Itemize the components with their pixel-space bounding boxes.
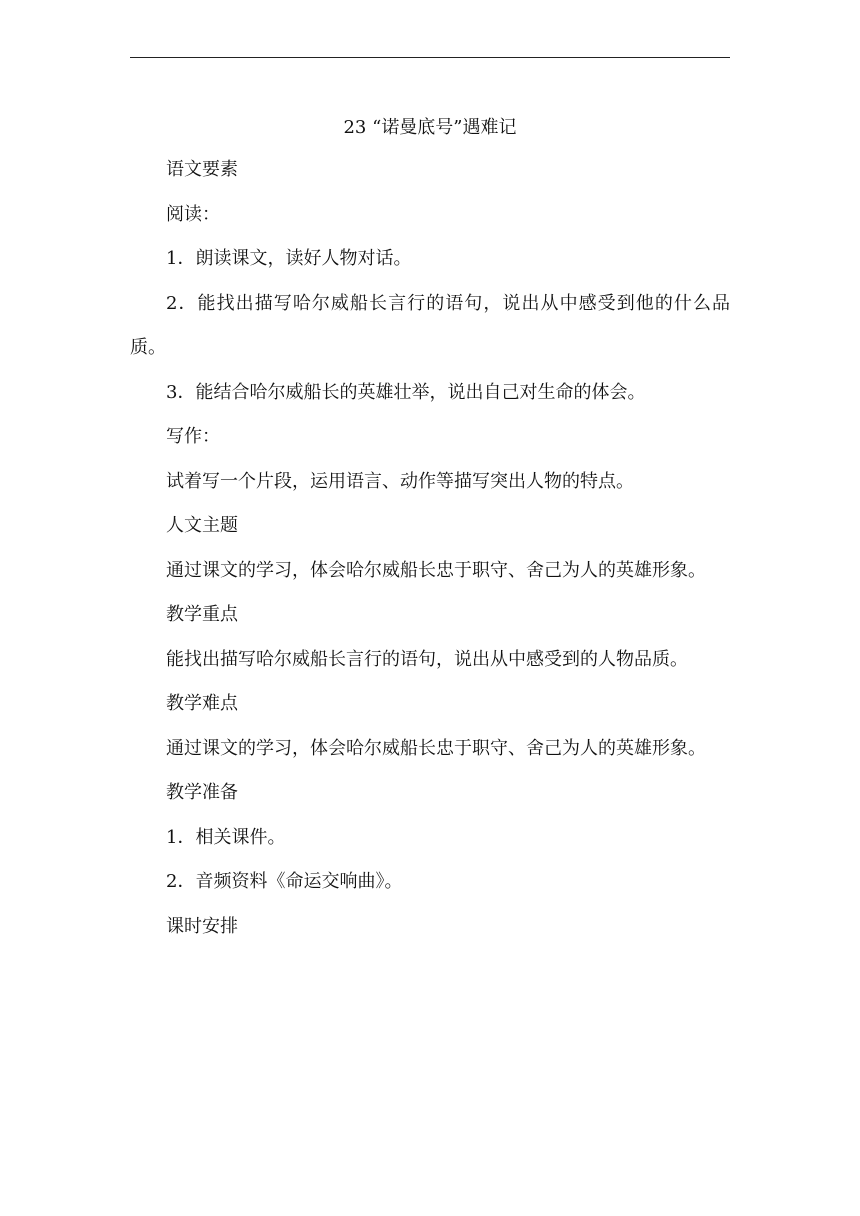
teaching-focus-text: 能找出描写哈尔威船长言行的语句，说出从中感受到的人物品质。	[166, 648, 688, 670]
section-heading-humanities-theme: 人文主题	[166, 515, 238, 536]
humanities-theme-text: 通过课文的学习，体会哈尔威船长忠于职守、舍己为人的英雄形象。	[166, 559, 706, 581]
document-body	[130, 108, 730, 949]
reading-goal-1: 1．朗读课文，读好人物对话。	[166, 248, 412, 269]
writing-goal: 试着写一个片段，运用语言、动作等描写突出人物的特点。	[166, 470, 634, 492]
section-heading-teaching-focus: 教学重点	[166, 604, 238, 625]
reading-goal-2: 2．能找出描写哈尔威船长言行的语句，说出从中感受到他的什么品质。	[130, 292, 730, 358]
section-heading-teaching-difficulty: 教学难点	[166, 693, 238, 714]
subheading-writing: 写作：	[166, 426, 220, 447]
preparation-item-2: 2．音频资料《命运交响曲》。	[166, 871, 403, 892]
header-rule	[130, 57, 730, 58]
teaching-difficulty-text: 通过课文的学习，体会哈尔威船长忠于职守、舍己为人的英雄形象。	[166, 737, 706, 759]
reading-goal-3: 3．能结合哈尔威船长的英雄壮举，说出自己对生命的体会。	[166, 381, 646, 403]
section-heading-language-elements: 语文要素	[166, 159, 238, 180]
section-heading-class-schedule: 课时安排	[166, 915, 238, 937]
preparation-item-1: 1．相关课件。	[166, 826, 286, 848]
section-heading-teaching-preparation: 教学准备	[166, 782, 238, 803]
lesson-title: 23 “诺曼底号”遇难记	[343, 117, 517, 138]
subheading-reading: 阅读：	[166, 203, 220, 225]
